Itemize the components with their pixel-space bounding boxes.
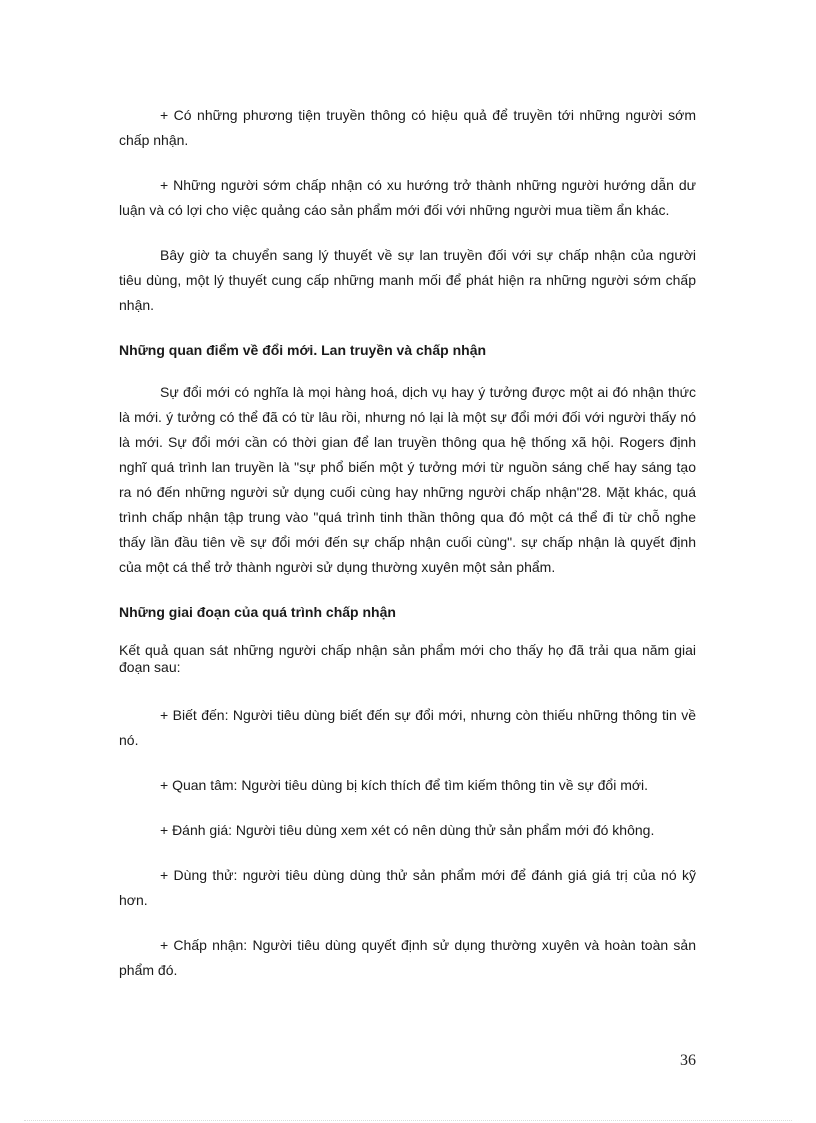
page-number: 36 xyxy=(680,1052,696,1069)
section-heading-adoption-stages: Những giai đoạn của quá trình chấp nhận xyxy=(119,604,396,620)
paragraph-bullet-media: + Có những phương tiện truyền thông có hiệu quả để truyền tới những người sớm chấp nhận. xyxy=(119,107,696,148)
document-page xyxy=(119,103,696,1003)
list-item-trial: + Dùng thử: người tiêu dùng dùng thử sản phẩm mới để đánh giá giá trị của nó kỹ hơn. xyxy=(119,867,696,908)
paragraph-bullet-opinion-leaders: + Những người sớm chấp nhận có xu hướng trở thành những người hướng dẫn dư luận và có lợi cho việc quảng cáo sản phẩm mới đối với những người mua tiềm ẩn khác. xyxy=(119,177,696,218)
list-item-evaluation: + Đánh giá: Người tiêu dùng xem xét có nên dùng thử sản phẩm mới đó không. xyxy=(160,822,655,838)
list-item-adoption: + Chấp nhận: Người tiêu dùng quyết định sử dụng thường xuyên và hoàn toàn sản phẩm đó. xyxy=(119,937,696,978)
footer-divider xyxy=(24,1120,792,1121)
paragraph-stages-intro: Kết quả quan sát những người chấp nhận sản phẩm mới cho thấy họ đã trải qua năm giai đoạn sau: xyxy=(119,642,696,675)
section-heading-innovation: Những quan điểm về đổi mới. Lan truyền và chấp nhận xyxy=(119,342,487,358)
list-item-interest: + Quan tâm: Người tiêu dùng bị kích thích để tìm kiếm thông tin về sự đổi mới. xyxy=(160,777,649,793)
paragraph-innovation-definition: Sự đổi mới có nghĩa là mọi hàng hoá, dịch vụ hay ý tưởng được một ai đó nhận thức là mới. ý tưởng có thể đã có từ lâu rồi, nhưng nó lại là một sự đổi mới đối với người thấy nó là mới. Sự đổi mới cần có thời gian để lan truyền thông qua hệ thống xã hội. Rogers định nghĩ quá trình lan truyền là "sự phổ biến một ý tưởng mới từ nguồn sáng chế hay sáng tạo ra nó đến những người sử dụng cuối cùng hay những người chấp nhận"28. Mặt khác, quá trình chấp nhận tập trung vào "quá trình tinh thần thông qua đó một cá thể đi từ chỗ nghe thấy lần đầu tiên về sự đổi mới đến sự chấp nhận cuối cùng". sự chấp nhận là quyết định của một cá thể trở thành người sử dụng thường xuyên một sản phẩm. xyxy=(119,384,696,575)
paragraph-diffusion-intro: Bây giờ ta chuyển sang lý thuyết về sự lan truyền đối với sự chấp nhận của người tiêu dùng, một lý thuyết cung cấp những manh mối để phát hiện ra những người sớm chấp nhận. xyxy=(119,247,696,313)
list-item-awareness: + Biết đến: Người tiêu dùng biết đến sự đổi mới, nhưng còn thiếu những thông tin về nó. xyxy=(119,707,696,748)
